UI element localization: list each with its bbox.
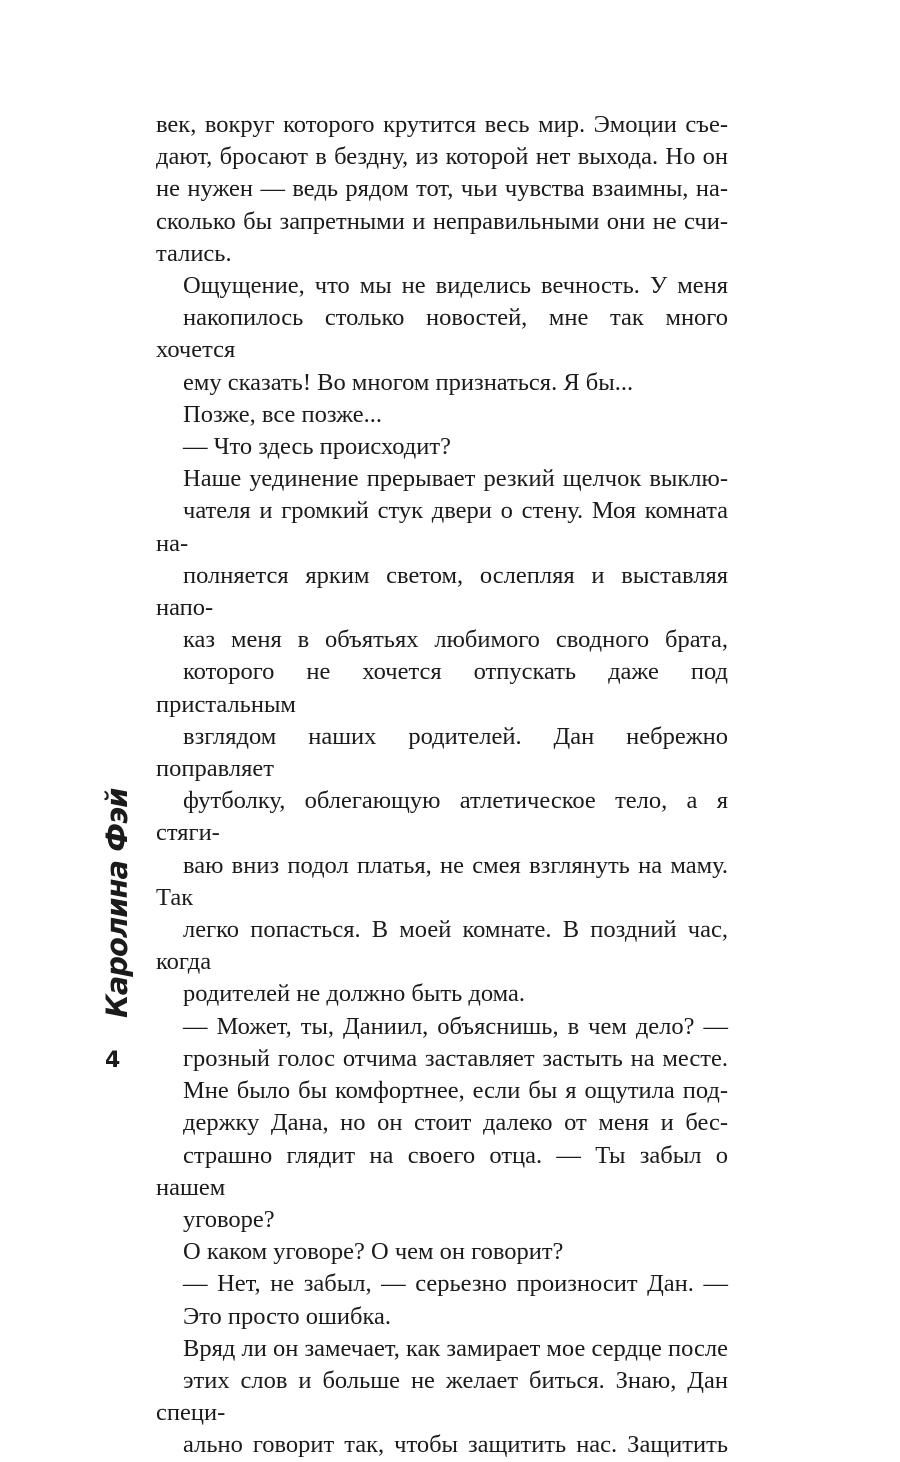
- text-line: легко попасться. В моей комнате. В поздний час, когда: [156, 916, 728, 976]
- text-line: тались.: [156, 239, 232, 267]
- text-line: дают, бросают в бездну, из которой нет выхода. Но он: [156, 143, 728, 171]
- text-line: уговоре?: [183, 1205, 275, 1233]
- text-line: Мне было бы комфортнее, если бы я ощутила под-: [183, 1077, 728, 1105]
- text-line: — Что здесь происходит?: [183, 433, 451, 461]
- text-line: родителей не должно быть дома.: [183, 980, 525, 1008]
- paragraph-4: [156, 431, 728, 463]
- text-line: каз меня в объятьях любимого сводного брата,: [183, 626, 728, 654]
- text-line: Вряд ли он замечает, как замирает мое сердце после: [183, 1334, 728, 1362]
- text-line: взглядом наших родителей. Дан небрежно поправляет: [156, 722, 728, 783]
- paragraph-3: [156, 399, 728, 431]
- text-line: не нужен — ведь рядом тот, чьи чувства взаимны, на-: [156, 175, 728, 203]
- paragraph-9: [156, 1333, 728, 1462]
- text-line: держку Дана, но он стоит далеко от меня и бес-: [183, 1109, 728, 1137]
- paragraph-5: [156, 463, 728, 1010]
- text-line: век, вокруг которого крутится весь мир. Эмоции съе-: [156, 111, 728, 138]
- paragraph-8: [156, 1268, 728, 1332]
- page-number: 4: [105, 1048, 121, 1073]
- paragraph-7: [156, 1236, 728, 1268]
- text-line: ально говорит так, чтобы защитить нас. Защитить: [183, 1431, 728, 1459]
- text-line: грозный голос отчима заставляет застыть на месте.: [183, 1044, 728, 1072]
- text-line: сколько бы запретными и неправильными они не счи-: [156, 207, 728, 235]
- text-line: футболку, облегающую атлетическое тело, а я стяги-: [156, 787, 728, 847]
- text-line: Это просто ошибка.: [183, 1302, 392, 1330]
- text-line: ваю вниз подол платья, не смея взглянуть на маму. Так: [156, 851, 728, 911]
- paragraph-1: [156, 109, 728, 270]
- text-line: — Нет, не забыл, — серьезно произносит Дан. —: [183, 1270, 728, 1298]
- author-name: Каролина Фэй: [100, 788, 134, 1018]
- paragraph-2: [156, 270, 728, 399]
- text-line: полняется ярким светом, ослепляя и выставляя напо-: [156, 561, 728, 622]
- text-line: — Может, ты, Даниил, объяснишь, в чем дело? —: [183, 1012, 728, 1040]
- text-line: накопилось столько новостей, мне так много хочется: [156, 304, 728, 364]
- text-line: Ощущение, что мы не виделись вечность. У меня: [183, 272, 728, 300]
- text-line: которого не хочется отпускать даже под пристальным: [156, 658, 728, 718]
- text-line: Позже, все позже...: [183, 400, 382, 428]
- text-line: этих слов и больше не желает биться. Знаю, Дан специ-: [156, 1366, 728, 1427]
- text-line: О каком уговоре? О чем он говорит?: [183, 1238, 564, 1266]
- paragraph-6: [156, 1011, 728, 1236]
- text-line: ему сказать! Во многом признаться. Я бы...: [183, 368, 634, 396]
- text-line: страшно глядит на своего отца. — Ты забыл о нашем: [156, 1141, 728, 1201]
- text-line: чателя и громкий стук двери о стену. Моя комната на-: [156, 497, 728, 557]
- text-line: Наше уединение прерывает резкий щелчок выклю-: [183, 465, 728, 493]
- body-text: [156, 109, 728, 1462]
